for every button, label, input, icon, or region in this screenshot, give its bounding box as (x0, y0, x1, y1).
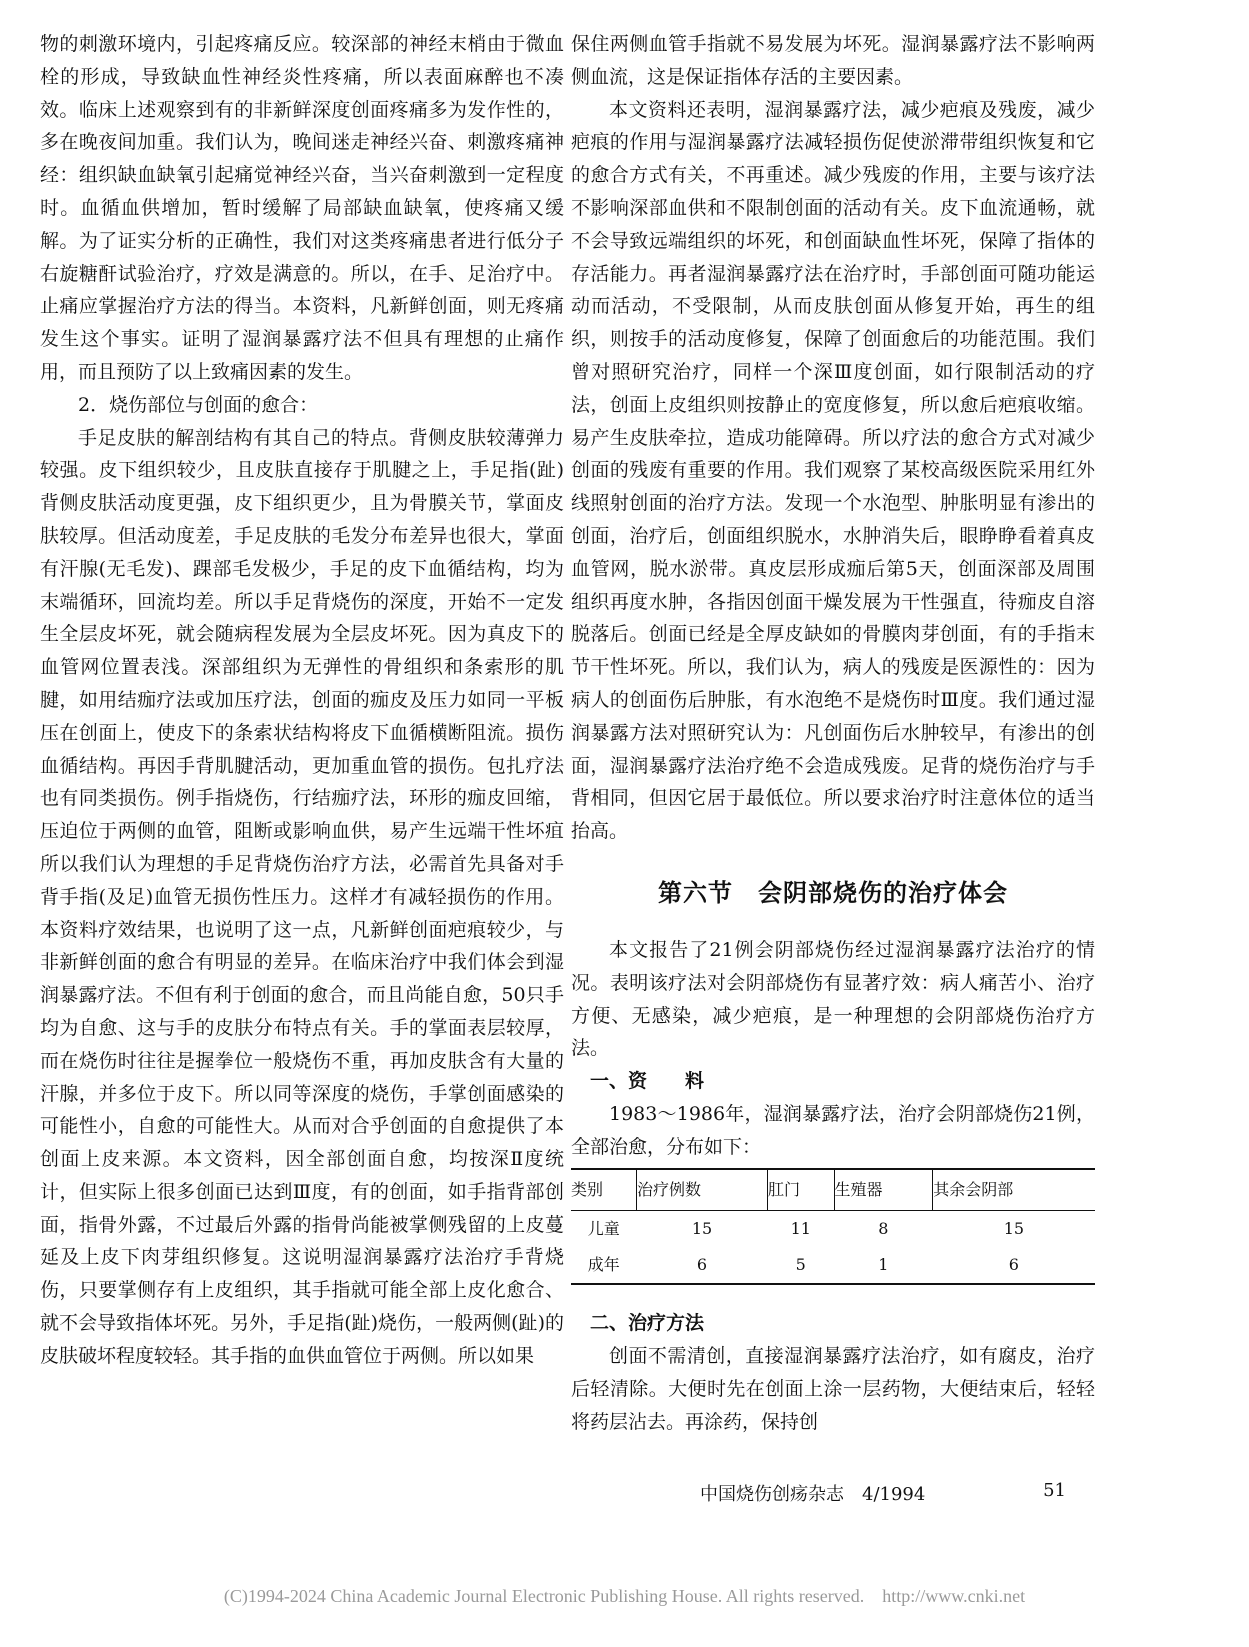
table-header-cell: 类别 (571, 1169, 637, 1211)
table-header-cell: 治疗例数 (637, 1169, 768, 1211)
paragraph: 本文资料还表明，湿润暴露疗法，减少疤痕及残废，减少疤痕的作用与湿润暴露疗法减轻损伤促使淤滞带组织恢复和它的愈合方式有关，不再重述。减少残废的作用，主要与该疗法不影响深部血供和不限制创面的活动有关。皮下血流通畅，就不会导致远端组织的坏死，和创面缺血性坏死，保障了指体的存活能力。再者湿润暴露疗法在治疗时，手部创面可随功能运动而活动，不受限制，从而皮肤创面从修复开始，再生的组织，则按手的活动度修复，保障了创面愈后的功能范围。我们曾对照研究治疗，同样一个深Ⅲ度创面，如行限制活动的疗法，创面上皮组织则按静止的宽度修复，所以愈后疤痕收缩。易产生皮肤牵拉，造成功能障碍。所以疗法的愈合方式对减少创面的残废有重要的作用。我们观察了某校高级医院采用红外线照射创面的治疗方法。发现一个水泡型、肿胀明显有渗出的创面，治疗后，创面组织脱水，水肿消失后，眼睁睁看着真皮血管网，脱水淤带。真皮层形成痂后第5天，创面深部及周围组织再度水肿，各指因创面干燥发展为干性强直，待痂皮自溶脱落后。创面已经是全厚皮缺如的骨膜肉芽创面，有的手指末节干性坏死。所以，我们认为，病人的残废是医源性的：因为病人的创面伤后肿胀，有水泡绝不是烧伤时Ⅲ度。我们通过湿润暴露方法对照研究认为：凡创面伤后水肿较早，有渗出的创面，湿润暴露疗法治疗绝不会造成残废。足背的烧伤治疗与手背相同，但因它居于最低位。所以要求治疗时注意体位的适当抬高。 (571, 98, 1095, 843)
table-cell: 15 (691, 1219, 713, 1239)
table-row (571, 1211, 1095, 1248)
paragraph: 创面不需清创，直接湿润暴露疗法治疗，如有腐皮，治疗后轻清除。大便时先在创面上涂一层药物，大便结束后，轻轻将药层沾去。再涂药，保持创 (571, 1345, 1095, 1433)
table-cell: 6 (933, 1247, 1095, 1284)
table-header-cell: 其余会阴部 (933, 1169, 1095, 1211)
paragraph: 物的刺激环境内，引起疼痛反应。较深部的神经末梢由于微血栓的形成，导致缺血性神经炎性疼痛，所以表面麻醉也不凑效。临床上述观察到有的非新鲜深度创面疼痛多为发作性的，多在晚夜间加重。我们认为，晚间迷走神经兴奋、刺激疼痛神经：组织缺血缺氧引起痛觉神经兴奋，当兴奋刺激到一定程度时。血循血供增加，暂时缓解了局部缺血缺氧，使疼痛又缓解。为了证实分析的正确性，我们对这类疼痛患者进行低分子右旋糖酐试验治疗，疗效是满意的。所以，在手、足治疗中。止痛应掌握治疗方法的得当。本资料，凡新鲜创面，则无疼痛发生这个事实。证明了湿润暴露疗法不但具有理想的止痛作用，而且预防了以上致痛因素的发生。 (40, 33, 564, 383)
table-row (571, 1247, 1095, 1284)
right-column (571, 28, 1095, 1438)
paragraph: 保住两侧血管手指就不易发展为坏死。湿润暴露疗法不影响两侧血流，这是保证指体存活的主要因素。 (571, 33, 1095, 88)
table-cell: 8 (878, 1219, 889, 1239)
paragraph: 本文报告了21例会阴部烧伤经过湿润暴露疗法治疗的情况。表明该疗法对会阴部烧伤有显著疗效：病人痛苦小、治疗方便、无感染，减少疤痕，是一种理想的会阴部烧伤治疗方法。 (571, 938, 1095, 1060)
section-title: 第六节 会阴部烧伤的治疗体会 (658, 878, 1008, 907)
table-cell: 儿童 (587, 1219, 620, 1239)
paragraph: 手足皮肤的解剖结构有其自己的特点。背侧皮肤较薄弹力较强。皮下组织较少，且皮肤直接存于肌腱之上，手足指(趾)背侧皮肤活动度更强，皮下组织更少，且为骨膜关节，掌面皮肤较厚。但活动度差，手足皮肤的毛发分布差异也很大，掌面有汗腺(无毛发)、踝部毛发极少，手足的皮下血循结构，均为末端循环，回流均差。所以手足背烧伤的深度，开始不一定发生全层皮坏死，就会随病程发展为全层皮坏死。因为真皮下的血管网位置表浅。深部组织为无弹性的骨组织和条索形的肌腱，如用结痂疗法或加压疗法，创面的痂皮及压力如同一平板压在创面上，使皮下的条索状结构将皮下血循横断阻流。损伤血循结构。再因手背肌腱活动，更加重血管的损伤。包扎疗法也有同类损伤。例手指烧伤，行结痂疗法，环形的痂皮回缩，压迫位于两侧的血管，阻断或影响血供，易产生远端干性坏疽所以我们认为理想的手足背烧伤治疗方法，必需首先具备对手背手指(及足)血管无损伤性压力。这样才有减轻损伤的作用。本资料疗效结果，也说明了这一点，凡新鲜创面疤痕较少，与非新鲜创面的愈合有明显的差异。在临床治疗中我们体会到湿润暴露疗法。不但有利于创面的愈合，而且尚能自愈，50只手均为自愈、这与手的皮肤分布特点有关。手的掌面表层较厚，而在烧伤时往往是握拳位一般烧伤不重，再加皮肤含有大量的汗腺，并多位于皮下。所以同等深度的烧伤，手掌创面感染的可能性小，自愈的可能性大。从而对合乎创面的自愈提供了本创面上皮来源。本文资料，因全部创面自愈，均按深Ⅱ度统计，但实际上很多创面已达到Ⅲ度，有的创面，如手指背部创面，指骨外露，不过最后外露的指骨尚能被掌侧残留的上皮蔓延及上皮下肉芽组织修复。这说明湿润暴露疗法治疗手背烧伤，只要掌侧存有上皮组织，其手指就可能全部上皮化愈合、就不会导致指体坏死。另外，手足指(趾)烧伤，一般两侧(趾)的皮肤破坏程度较轻。其手指的血供血管位于两侧。所以如果 (40, 426, 564, 1367)
left-column (40, 28, 564, 1373)
subheading-burn-site: 2．烧伤部位与创面的愈合： (78, 393, 319, 416)
table-cell: 成年 (571, 1247, 637, 1284)
page-footer (700, 1480, 1100, 1506)
table-header-cell: 肛门 (767, 1169, 834, 1211)
table-header-row (571, 1169, 1095, 1211)
subheading-data: 一、资 料 (590, 1070, 705, 1093)
table-cell: 6 (637, 1247, 768, 1284)
journal-name: 中国烧伤创疡杂志 4/1994 (700, 1484, 926, 1505)
distribution-table (571, 1168, 1095, 1286)
table-header-cell: 生殖器 (834, 1169, 933, 1211)
table-cell: 1 (834, 1247, 933, 1284)
paragraph: 1983～1986年，湿润暴露疗法，治疗会阴部烧伤21例，全部治愈，分布如下： (571, 1102, 1095, 1158)
subheading-treatment: 二、治疗方法 (590, 1312, 705, 1335)
page-number: 51 (1043, 1480, 1066, 1501)
table-cell: 5 (767, 1247, 834, 1284)
table-cell: 15 (1003, 1219, 1025, 1239)
copyright-notice: (C)1994-2024 China Academic Journal Electronic Publishing House. All rights reserved. http://www.cnki.net (223, 1586, 1026, 1606)
table-cell: 11 (790, 1219, 811, 1239)
